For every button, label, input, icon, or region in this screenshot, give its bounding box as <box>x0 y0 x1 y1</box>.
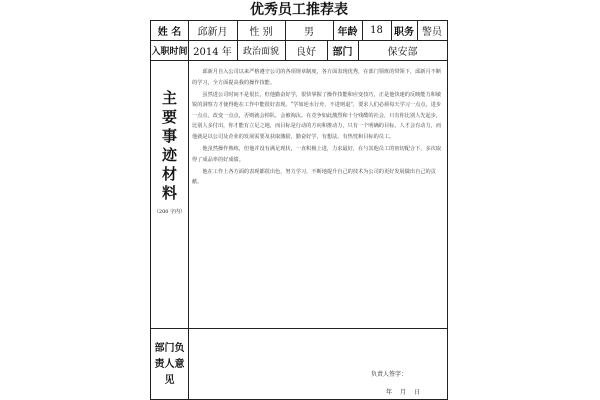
deeds-paragraph: 他虽然操作熟练，但他并没有满足现状，一直积极上进，力求最好，在与其他员工的密切配合下，多次取得了成品率的好成绩。 <box>192 146 442 163</box>
deeds-label <box>151 89 188 215</box>
date-month: 月 <box>399 389 406 396</box>
word-limit-note: （200 字内） <box>153 209 186 215</box>
recommendation-form <box>150 0 448 400</box>
name-label: 姓 名 <box>157 27 182 38</box>
deeds-label-char: 事 <box>161 127 177 145</box>
political-status-value: 良好 <box>296 46 316 58</box>
date-line <box>386 387 420 396</box>
position-label: 职务 <box>394 27 414 38</box>
hire-date-value: 2014 年 <box>193 46 232 58</box>
position-value: 警员 <box>422 27 442 38</box>
deeds-label-char: 主 <box>161 89 177 107</box>
dept-head-opinion-label <box>151 341 188 389</box>
row-divider <box>151 60 447 61</box>
deeds-label-char: 迹 <box>161 146 177 164</box>
deeds-content <box>192 67 444 190</box>
age-value: 18 <box>370 25 383 36</box>
political-status-label: 政治面貌 <box>242 46 279 57</box>
hire-date-label: 入职时间 <box>151 46 188 57</box>
signature-label: 负责人签字： <box>371 371 408 378</box>
department-value: 保安部 <box>387 46 418 58</box>
opinion-label-line: 责人意 <box>154 359 185 370</box>
col-divider <box>188 60 189 399</box>
date-year: 年 <box>386 389 393 396</box>
opinion-label-line: 部门负 <box>154 343 185 354</box>
name-value: 邱新月 <box>197 27 228 38</box>
date-day: 日 <box>413 389 420 396</box>
deeds-paragraph: 邱新月自入公司以来严格遵守公司的各项规章制度，各方面表现优秀，在部门领班的带领下，邱新月不断的学习，全方面提高我的操作技能。 <box>192 69 442 86</box>
deeds-label-char: 材 <box>161 165 177 183</box>
deeds-label-char: 料 <box>161 184 177 202</box>
form-table <box>150 20 448 400</box>
deeds-paragraph: 虽然进公司时间不是很长，但他勤奋好学，很快掌握了操作技能和应变技巧，正是他快速的反映能力和敏锐的洞察力才使得他在工作中能很好表现。“学如逆水行舟，不进则退”，要求人们必须每天学习一点点，进步一点点，改变一点点，否则就会掉队，会被淘汰。在竞争如此激烈和十分残酷的社会，只有你比别人先起步，比别人多付出，你才能有立足之地，而目标是行动的方向和推动力，只有一个明确的目标，人才会有动力，而他就是以公司及企业的发展需要及获取激励，勤奋好学，有想法，有热忱和目标的员工。 <box>192 91 442 141</box>
row-divider <box>151 328 447 329</box>
age-label: 年龄 <box>337 27 358 38</box>
form-title: 优秀员工推荐表 <box>250 2 348 18</box>
gender-value: 男 <box>304 27 314 38</box>
deeds-paragraph: 他在工作上各方面的表现都很出色，努力学习，不断地提升自己的技术为公司的更好发展做出自己的贡献。 <box>192 168 436 186</box>
deeds-label-char: 要 <box>161 108 177 126</box>
opinion-label-line: 见 <box>164 375 175 386</box>
gender-label: 性 别 <box>249 27 273 38</box>
department-label: 部门 <box>332 46 353 58</box>
